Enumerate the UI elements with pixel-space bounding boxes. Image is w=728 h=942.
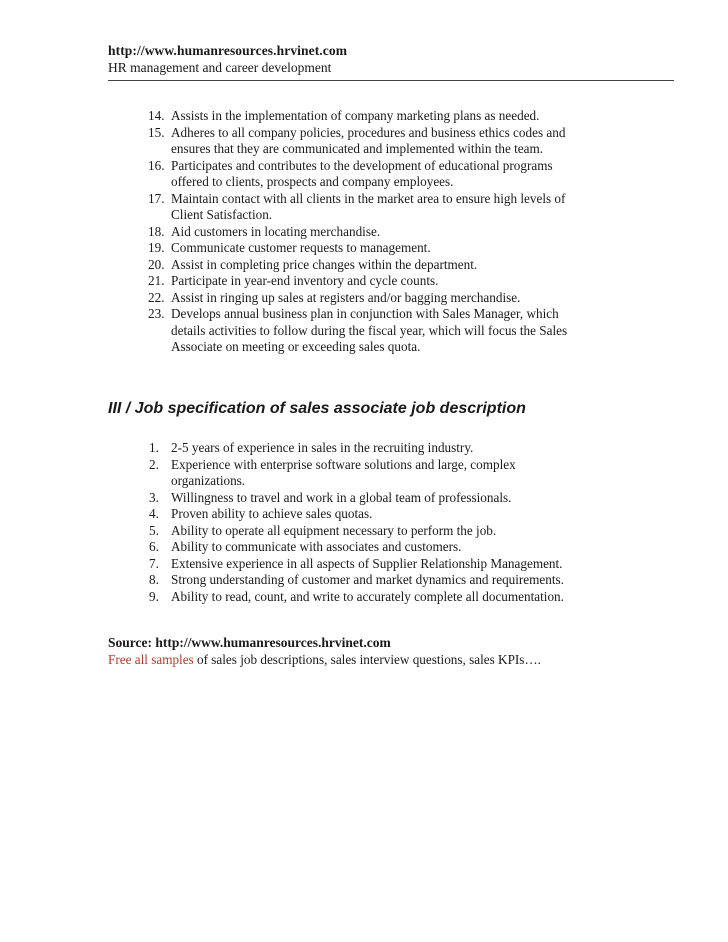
list-item-text: Experience with enterprise software solutions and large, complex xyxy=(171,456,516,472)
list-item-text: 2-5 years of experience in sales in the recruiting industry. xyxy=(171,440,474,455)
list-item-text: Proven ability to achieve sales quotas. xyxy=(171,506,373,521)
list-number: 4. xyxy=(149,506,159,521)
list-number: 16. xyxy=(148,157,165,173)
job-spec-list xyxy=(108,440,608,605)
free-samples-link[interactable]: Free all samples xyxy=(108,652,194,667)
duty-item xyxy=(108,273,618,290)
list-number: 3. xyxy=(149,489,159,505)
list-item-text: Strong understanding of customer and market dynamics and requirements. xyxy=(171,572,564,587)
list-number: 15. xyxy=(148,124,165,140)
header-url: http://www.humanresources.hrvinet.com xyxy=(108,43,348,58)
spec-item xyxy=(108,539,608,556)
list-item-text: Develops annual business plan in conjunction with Sales Manager, which xyxy=(171,306,559,321)
spec-item xyxy=(108,506,608,523)
list-number: 17. xyxy=(148,190,165,206)
list-item-text: Ability to communicate with associates and customers. xyxy=(171,539,462,554)
list-number: 5. xyxy=(149,522,159,538)
footer-text: of sales job descriptions, sales interview questions, sales KPIs…. xyxy=(193,652,541,667)
spec-item xyxy=(108,523,608,540)
list-item-text: Participates and contributes to the development of educational programs xyxy=(171,157,553,173)
list-item-text: Associate on meeting or exceeding sales quota. xyxy=(171,339,421,354)
spec-item xyxy=(108,589,608,606)
spec-item xyxy=(108,490,608,507)
duty-item xyxy=(108,306,618,356)
section-heading: III / Job specification of sales associate job description xyxy=(108,400,526,417)
list-number: 8. xyxy=(149,572,159,587)
list-number: 22. xyxy=(148,289,165,305)
list-item-text: Aid customers in locating merchandise. xyxy=(171,223,381,239)
list-item-text: Client Satisfaction. xyxy=(171,207,273,222)
list-number: 20. xyxy=(148,256,165,272)
duty-item xyxy=(108,224,618,241)
duty-item xyxy=(108,257,618,274)
duty-item xyxy=(108,125,618,158)
spec-item xyxy=(108,556,608,573)
list-item-text: organizations. xyxy=(171,473,246,488)
list-item-text: Assist in completing price changes within the department. xyxy=(171,256,478,272)
header-divider xyxy=(108,80,674,81)
duty-item xyxy=(108,108,618,125)
list-number: 1. xyxy=(149,440,159,455)
list-item-text: Ability to read, count, and write to accurately complete all documentation. xyxy=(171,588,564,604)
list-item-text: Assist in ringing up sales at registers and/or bagging merchandise. xyxy=(171,289,521,305)
list-number: 7. xyxy=(149,555,159,571)
list-item-text: Willingness to travel and work in a global team of professionals. xyxy=(171,489,512,505)
footer-line xyxy=(108,652,541,668)
list-item-text: ensures that they are communicated and implemented within the team. xyxy=(171,141,544,156)
list-item-text: Maintain contact with all clients in the market area to ensure high levels of xyxy=(171,190,566,206)
list-item-text: Ability to operate all equipment necessary to perform the job. xyxy=(171,522,497,538)
spec-item xyxy=(108,572,608,589)
list-number: 6. xyxy=(149,539,159,554)
list-number: 21. xyxy=(148,273,165,288)
list-number: 14. xyxy=(148,108,165,123)
source-line: Source: http://www.humanresources.hrvinet.com xyxy=(108,635,391,650)
list-number: 18. xyxy=(148,223,165,239)
header-subtitle: HR management and career development xyxy=(108,60,332,75)
list-number: 19. xyxy=(148,240,165,255)
list-item-text: Adheres to all company policies, procedures and business ethics codes and xyxy=(171,124,566,140)
duty-item xyxy=(108,240,618,257)
spec-item xyxy=(108,457,608,490)
duty-item xyxy=(108,290,618,307)
list-item-text: Communicate customer requests to management. xyxy=(171,240,431,255)
duty-item xyxy=(108,191,618,224)
duty-item xyxy=(108,158,618,191)
list-item-text: details activities to follow during the fiscal year, which will focus the Sales xyxy=(171,322,568,338)
list-item-text: offered to clients, prospects and company employees. xyxy=(171,174,454,189)
duties-list xyxy=(108,108,618,356)
list-item-text: Extensive experience in all aspects of Supplier Relationship Management. xyxy=(171,555,563,571)
list-item-text: Participate in year-end inventory and cycle counts. xyxy=(171,273,439,288)
list-number: 23. xyxy=(148,306,165,321)
spec-item xyxy=(108,440,608,457)
list-item-text: Assists in the implementation of company marketing plans as needed. xyxy=(171,108,540,123)
list-number: 2. xyxy=(149,456,159,472)
list-number: 9. xyxy=(149,588,159,604)
